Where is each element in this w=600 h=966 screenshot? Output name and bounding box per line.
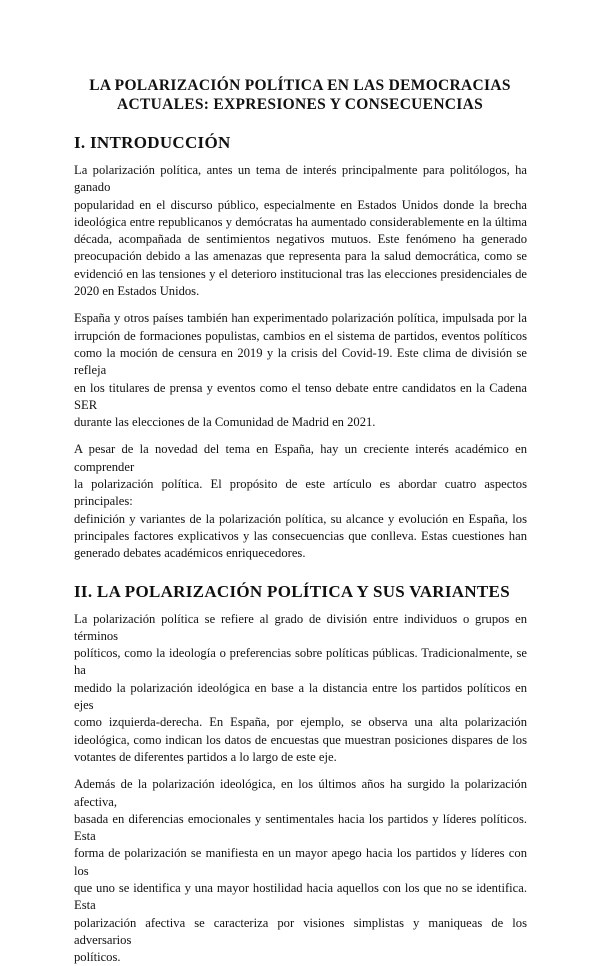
paragraph-line: polarización afectiva se caracteriza por visiones simplistas y maniqueas de los adversarios	[74, 915, 527, 947]
paragraph-line: generado debates académicos enriquecedores.	[74, 546, 306, 561]
paragraph-line: definición y variantes de la polarización política, su alcance y evolución en España, los	[74, 511, 527, 526]
section-heading: II. LA POLARIZACIÓN POLÍTICA Y SUS VARIANTES	[74, 581, 510, 601]
paragraph-line: que uno se identifica y una mayor hostilidad hacia aquellos con los que no se identifica. Esta	[74, 880, 527, 913]
section-heading: I. INTRODUCCIÓN	[74, 133, 231, 152]
paragraph-line: políticos, como la ideología o preferencias sobre políticas públicas. Tradicionalmente, se ha	[74, 646, 527, 678]
paragraph-line: A pesar de la novedad del tema en España, hay un creciente interés académico en comprender	[74, 442, 527, 474]
paragraph-line: principales factores explicativos y las consecuencias que conlleva. Estas cuestiones han	[74, 528, 527, 543]
paragraph-line: basada en diferencias emocionales y sentimentales hacia los partidos y líderes políticos. Esta	[74, 811, 527, 844]
paragraph-line: Además de la polarización ideológica, en los últimos años ha surgido la polarización afectiva,	[74, 777, 527, 809]
paragraph	[74, 776, 527, 966]
paragraph-line: en los titulares de prensa y eventos como el tenso debate entre candidatos en la Cadena SER	[74, 380, 527, 412]
paragraph-line: políticos.	[74, 950, 121, 965]
paragraph-line: irrupción de formaciones populistas, cambios en el sistema de partidos, eventos políticos	[74, 328, 527, 343]
paragraph	[74, 310, 527, 431]
paragraph-line: como izquierda-derecha. En España, por ejemplo, se observa una alta polarización	[74, 715, 527, 730]
document-title	[30, 76, 570, 114]
paragraph-line: medido la polarización ideológica en base a la distancia entre los partidos políticos en ejes	[74, 680, 527, 713]
paragraph	[74, 611, 527, 767]
paragraph-line: durante las elecciones de la Comunidad de Madrid en 2021.	[74, 415, 376, 430]
paragraph	[74, 162, 527, 300]
paragraph-line: preocupación debido a las amenazas que representa para la salud democrática, como se	[74, 249, 527, 264]
paragraph-line: forma de polarización se manifiesta en un mayor apego hacia los partidos y líderes con los	[74, 846, 527, 878]
paragraph-line: 2020 en Estados Unidos.	[74, 284, 200, 299]
paragraph-line: ideológica, como indican los datos de encuestas que muestran posiciones dispares de los	[74, 732, 527, 747]
paragraph-line: década, acompañada de sentimientos negativos mutuos. Este fenómeno ha generado	[74, 232, 527, 247]
paragraph-line: evidenció en las tensiones y el deterioro institucional tras las elecciones presidenciales de	[74, 266, 527, 281]
paragraph-line: votantes de diferentes partidos a lo largo de este eje.	[74, 749, 337, 764]
title-line: ACTUALES: EXPRESIONES Y CONSECUENCIAS	[116, 96, 484, 113]
paragraph-line: popularidad en el discurso público, especialmente en Estados Unidos donde la brecha	[74, 197, 527, 212]
paragraph-line: España y otros países también han experimentado polarización política, impulsada por la	[74, 311, 527, 326]
paragraph-line: la polarización política. El propósito de este artículo es abordar cuatro aspectos principales:	[74, 477, 527, 509]
paragraph-line: La polarización política se refiere al grado de división entre individuos o grupos en términos	[74, 611, 527, 643]
paragraph-line: La polarización política, antes un tema de interés principalmente para politólogos, ha ganado	[74, 163, 527, 195]
paragraph-line: como la moción de censura en 2019 y la crisis del Covid-19. Este clima de división se refleja	[74, 345, 527, 378]
paragraph-line: ideológica entre republicanos y demócratas ha aumentado considerablemente en la última	[74, 214, 527, 229]
paragraph	[74, 441, 527, 562]
title-line: LA POLARIZACIÓN POLÍTICA EN LAS DEMOCRACIAS	[89, 77, 511, 94]
